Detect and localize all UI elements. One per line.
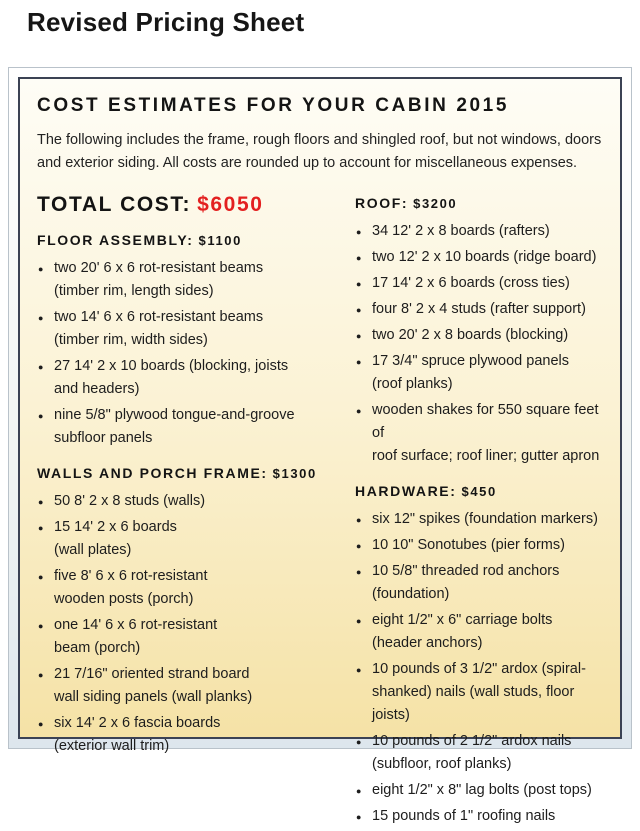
list-item [355, 220, 603, 243]
list-item-text: eight 1/2" x 6" carriage bolts (header anchors) [372, 612, 553, 651]
list-item-text: 34 12' 2 x 8 boards (rafters) [372, 223, 550, 239]
bullet-icon: ● [356, 279, 362, 289]
two-column-layout [37, 191, 603, 831]
section-name: FLOOR ASSEMBLY: [37, 232, 194, 248]
list-item [355, 658, 603, 727]
list-item-text: 17 14' 2 x 6 boards (cross ties) [372, 275, 570, 291]
section-heading [355, 483, 603, 499]
list-item-text: 10 pounds of 2 1/2" ardox nails (subfloor, roof planks) [372, 733, 572, 772]
list-item-text: wooden shakes for 550 square feet of roof surface; roof liner; gutter apron [372, 402, 600, 464]
list-item [37, 614, 339, 660]
section-item-list [37, 490, 339, 758]
list-item-text: 17 3/4" spruce plywood panels (roof planks) [372, 353, 569, 392]
list-item-text: eight 1/2" x 8" lag bolts (post tops) [372, 782, 592, 798]
list-item [355, 730, 603, 776]
list-item [37, 516, 339, 562]
list-item [355, 272, 603, 295]
right-column-sections [355, 195, 603, 828]
section-name: WALLS AND PORCH FRAME: [37, 465, 268, 481]
section-name: ROOF: [355, 195, 409, 211]
list-item [355, 246, 603, 269]
section-heading [355, 195, 603, 211]
list-item [37, 490, 339, 513]
bullet-icon: ● [356, 616, 362, 626]
list-item-text: nine 5/8" plywood tongue-and-groove subfloor panels [54, 407, 295, 446]
bullet-icon: ● [38, 572, 44, 582]
list-item [355, 779, 603, 802]
list-item [355, 508, 603, 531]
section-item-list [355, 220, 603, 468]
list-item [37, 257, 339, 303]
list-item-text: two 12' 2 x 10 boards (ridge board) [372, 249, 597, 265]
section-item-list [355, 508, 603, 828]
bullet-icon: ● [356, 786, 362, 796]
list-item [37, 355, 339, 401]
bullet-icon: ● [356, 305, 362, 315]
bullet-icon: ● [38, 411, 44, 421]
list-item-text: 10 10" Sonotubes (pier forms) [372, 537, 565, 553]
section-heading [37, 232, 339, 248]
bullet-icon: ● [356, 253, 362, 263]
list-item [37, 663, 339, 709]
list-item-text: one 14' 6 x 6 rot-resistant beam (porch) [54, 617, 218, 656]
list-item [355, 805, 603, 828]
section-roof [355, 195, 603, 468]
section-item-list [37, 257, 339, 450]
section-price: $1300 [272, 466, 317, 481]
page-title: Revised Pricing Sheet [27, 7, 305, 37]
list-item-text: 21 7/16" oriented strand board wall siding panels (wall planks) [54, 666, 253, 705]
list-item [355, 350, 603, 396]
list-item-text: 10 pounds of 3 1/2" ardox (spiral- shanked) nails (wall studs, floor joists) [372, 661, 586, 723]
left-column [37, 191, 339, 831]
bullet-icon: ● [38, 621, 44, 631]
bullet-icon: ● [38, 670, 44, 680]
section-price: $450 [461, 484, 497, 499]
section-price: $3200 [413, 196, 458, 211]
bullet-icon: ● [356, 812, 362, 822]
bullet-icon: ● [38, 719, 44, 729]
list-item [37, 404, 339, 450]
total-cost-line [37, 193, 339, 217]
intro-paragraph: The following includes the frame, rough floors and shingled roof, but not windows, doors and exterior siding. All costs are rounded up to account for miscellaneous expenses. [37, 132, 602, 171]
sheet-title: COST ESTIMATES FOR YOUR CABIN 2015 [37, 95, 509, 116]
bullet-icon: ● [38, 523, 44, 533]
bullet-icon: ● [356, 227, 362, 237]
pricing-sheet [18, 77, 622, 824]
section-hardware [355, 483, 603, 828]
list-item-text: 15 14' 2 x 6 boards (wall plates) [54, 519, 177, 558]
list-item [355, 534, 603, 557]
list-item [355, 560, 603, 606]
list-item-text: six 14' 2 x 6 fascia boards (exterior wall trim) [54, 715, 221, 754]
list-item [37, 712, 339, 758]
list-item [355, 399, 603, 468]
list-item-text: two 14' 6 x 6 rot-resistant beams (timber rim, width sides) [54, 309, 264, 348]
left-column-sections [37, 232, 339, 758]
bullet-icon: ● [38, 497, 44, 507]
bullet-icon: ● [356, 567, 362, 577]
section-floor-assembly [37, 232, 339, 450]
bullet-icon: ● [356, 737, 362, 747]
list-item-text: six 12" spikes (foundation markers) [372, 511, 598, 527]
bullet-icon: ● [356, 406, 362, 416]
bullet-icon: ● [356, 515, 362, 525]
list-item-text: four 8' 2 x 4 studs (rafter support) [372, 301, 586, 317]
list-item-text: five 8' 6 x 6 rot-resistant wooden posts (porch) [54, 568, 208, 607]
bullet-icon: ● [356, 541, 362, 551]
list-item [37, 306, 339, 352]
right-column [355, 191, 603, 831]
list-item-text: 15 pounds of 1" roofing nails [372, 808, 556, 824]
list-item [355, 609, 603, 655]
list-item-text: two 20' 6 x 6 rot-resistant beams (timber rim, length sides) [54, 260, 264, 299]
bullet-icon: ● [356, 357, 362, 367]
list-item [355, 324, 603, 347]
bullet-icon: ● [356, 665, 362, 675]
list-item [355, 298, 603, 321]
list-item-text: 10 5/8" threaded rod anchors (foundation) [372, 563, 560, 602]
list-item-text: two 20' 2 x 8 boards (blocking) [372, 327, 569, 343]
section-heading [37, 465, 339, 481]
section-price: $1100 [198, 233, 242, 248]
bullet-icon: ● [356, 331, 362, 341]
bullet-icon: ● [38, 264, 44, 274]
bullet-icon: ● [38, 362, 44, 372]
list-item-text: 27 14' 2 x 10 boards (blocking, joists and headers) [54, 358, 289, 397]
total-cost-label: TOTAL COST: [37, 193, 192, 216]
outer-frame [8, 67, 632, 824]
section-walls-and-porch-frame [37, 465, 339, 758]
list-item-text: 50 8' 2 x 8 studs (walls) [54, 493, 206, 509]
section-name: HARDWARE: [355, 483, 457, 499]
total-cost-amount: $6050 [197, 193, 264, 216]
bullet-icon: ● [38, 313, 44, 323]
list-item [37, 565, 339, 611]
